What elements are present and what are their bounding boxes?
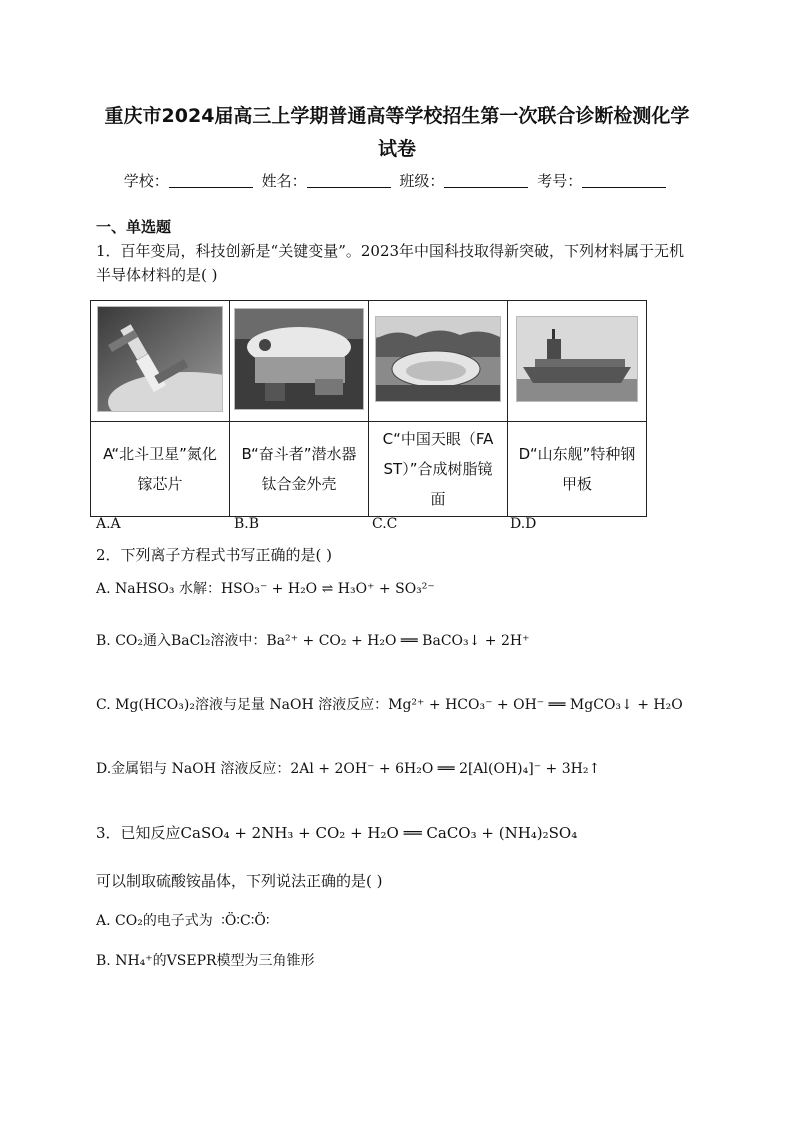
title-line-1: 重庆市2024届高三上学期普通高等学校招生第一次联合诊断检测化学	[104, 105, 690, 127]
number-label: 考号：	[537, 172, 583, 190]
cell-a-line-1: A“北斗卫星”氮化	[103, 445, 217, 463]
exam-title	[80, 100, 714, 166]
cell-image-a	[91, 301, 230, 422]
cell-d-line-2: 甲板	[561, 475, 592, 493]
school-blank[interactable]	[169, 173, 253, 188]
cell-b-line-2: 钛合金外壳	[261, 475, 337, 493]
school-label: 学校：	[123, 172, 169, 190]
cell-text-c	[369, 422, 508, 517]
question-2-option-c[interactable]: C. Mg(HCO₃)₂溶液与足量 NaOH 溶液反应：Mg²⁺ + HCO₃⁻ + OH⁻ ══ MgCO₃↓ + H₂O	[96, 697, 683, 713]
option-a[interactable]: A.A	[96, 516, 121, 532]
cell-a-line-2: 镓芯片	[137, 475, 183, 493]
option-d[interactable]: D.D	[510, 516, 537, 532]
name-label: 姓名：	[261, 172, 307, 190]
cell-image-d	[508, 301, 647, 422]
question-2-option-a[interactable]: A. NaHSO₃ 水解：HSO₃⁻ + H₂O ⇌ H₃O⁺ + SO₃²⁻	[96, 581, 435, 597]
cell-text-d	[508, 422, 647, 517]
satellite-photo-icon	[97, 306, 223, 412]
title-line-2: 试卷	[377, 138, 416, 160]
cell-c-line-1: C“中国天眼（FA	[382, 430, 494, 448]
question-3-option-a[interactable]	[96, 910, 270, 930]
submersible-photo-icon	[234, 308, 364, 410]
question-2-option-d[interactable]: D.金属铝与 NaOH 溶液反应：2Al + 2OH⁻ + 6H₂O ══ 2[Al(OH)₄]⁻ + 3H₂↑	[96, 761, 601, 777]
cell-d-line-1: D“山东舰”特种钢	[518, 445, 636, 463]
question-3-stem-2: 可以制取硫酸铵晶体，下列说法正确的是( )	[96, 872, 383, 890]
section-heading: 一、单选题	[96, 218, 172, 236]
cell-text-a	[91, 422, 230, 517]
cell-c-line-3: 面	[430, 490, 446, 508]
question-1-table	[90, 300, 647, 517]
cell-image-b	[230, 301, 369, 422]
cell-text-b	[230, 422, 369, 517]
option-b[interactable]: B.B	[234, 516, 260, 532]
cell-image-c	[369, 301, 508, 422]
aircraft-carrier-photo-icon	[516, 316, 638, 402]
question-3-stem: 3．已知反应CaSO₄ + 2NH₃ + CO₂ + H₂O ══ CaCO₃ + (NH₄)₂SO₄	[96, 824, 578, 842]
question-2-stem: 2．下列离子方程式书写正确的是( )	[96, 546, 333, 564]
student-info-row	[0, 170, 794, 191]
cell-c-line-2: ST）”合成树脂镜	[383, 460, 493, 478]
telescope-photo-icon	[375, 316, 501, 402]
q3-a-text: A. CO₂的电子式为	[96, 913, 213, 929]
option-c[interactable]: C.C	[372, 516, 398, 532]
number-blank[interactable]	[582, 173, 666, 188]
question-2-option-b[interactable]: B. CO₂通入BaCl₂溶液中：Ba²⁺ + CO₂ + H₂O ══ BaCO₃↓ + 2H⁺	[96, 633, 530, 649]
name-blank[interactable]	[307, 173, 391, 188]
question-3-option-b[interactable]: B. NH₄⁺的VSEPR模型为三角锥形	[96, 953, 315, 969]
cell-b-line-1: B“奋斗者”潜水器	[241, 445, 357, 463]
co2-electron-formula: ∶Ö∶C∶Ö∶	[221, 913, 270, 929]
class-label: 班级：	[399, 172, 445, 190]
class-blank[interactable]	[444, 173, 528, 188]
question-1-stem: 1．百年变局，科技创新是“关键变量”。2023年中国科技取得新突破，下列材料属于无机半导体材料的是( )	[96, 242, 685, 284]
